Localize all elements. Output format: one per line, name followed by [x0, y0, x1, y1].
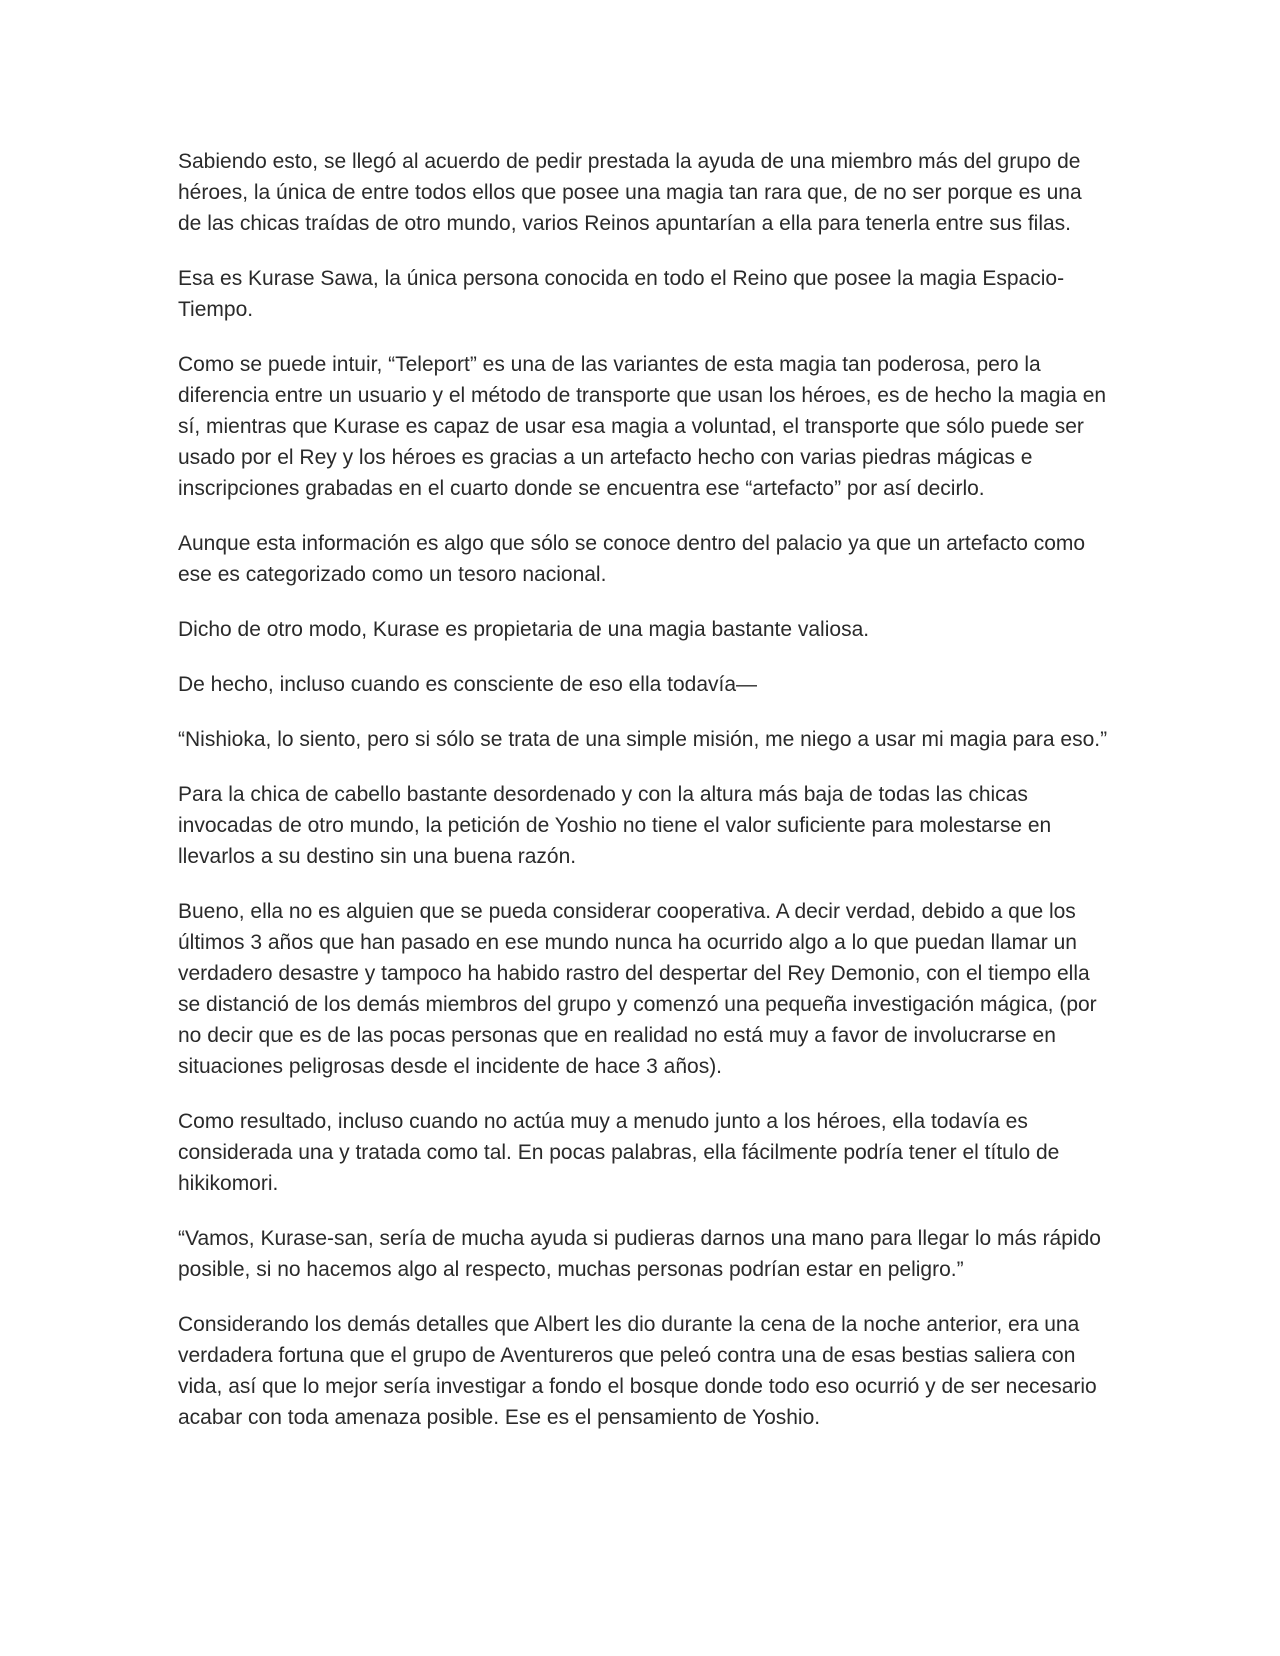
- paragraph-4: Aunque esta información es algo que sólo se conoce dentro del palacio ya que un artefacto como ese es categorizado como un tesoro nacional.: [178, 532, 1086, 586]
- paragraph-8: Para la chica de cabello bastante desordenado y con la altura más baja de todas las chicas invocadas de otro mundo, la petición de Yoshio no tiene el valor suficiente para molestarse en llevarlos a su destino sin una buena razón.: [178, 783, 1052, 868]
- document-page: [178, 146, 1108, 1457]
- paragraph-10: Como resultado, incluso cuando no actúa muy a menudo junto a los héroes, ella todavía es considerada una y tratada como tal. En pocas palabras, ella fácilmente podría tener el título de hikikomori.: [178, 1110, 1060, 1195]
- paragraph-5: Dicho de otro modo, Kurase es propietaria de una magia bastante valiosa.: [178, 618, 870, 641]
- paragraph-11-dialogue: “Vamos, Kurase-san, sería de mucha ayuda si pudieras darnos una mano para llegar lo más rápido posible, si no hacemos algo al respecto, muchas personas podrían estar en peligro.”: [178, 1227, 1101, 1281]
- paragraph-7-dialogue: “Nishioka, lo siento, pero si sólo se trata de una simple misión, me niego a usar mi magia para eso.”: [178, 728, 1108, 751]
- paragraph-3: Como se puede intuir, “Teleport” es una de las variantes de esta magia tan poderosa, pero la diferencia entre un usuario y el método de transporte que usan los héroes, es de hecho la magia en sí, mientras que Kurase es capaz de usar esa magia a voluntad, el transporte que sólo puede ser usado por el Rey y los héroes es gracias a un artefacto hecho con varias piedras mágicas e inscripciones grabadas en el cuarto donde se encuentra ese “artefacto” por así decirlo.: [178, 353, 1107, 500]
- paragraph-9: Bueno, ella no es alguien que se pueda considerar cooperativa. A decir verdad, debido a que los últimos 3 años que han pasado en ese mundo nunca ha ocurrido algo a lo que puedan llamar un verdadero desastre y tampoco ha habido rastro del despertar del Rey Demonio, con el tiempo ella se distanció de los demás miembros del grupo y comenzó una pequeña investigación mágica, (por no decir que es de las pocas personas que en realidad no está muy a favor de involucrarse en situaciones peligrosas desde el incidente de hace 3 años).: [178, 900, 1097, 1078]
- paragraph-2: Esa es Kurase Sawa, la única persona conocida en todo el Reino que posee la magia Espacio-Tiempo.: [178, 267, 1065, 321]
- paragraph-6: De hecho, incluso cuando es consciente de eso ella todavía—: [178, 673, 758, 696]
- paragraph-12: Considerando los demás detalles que Albert les dio durante la cena de la noche anterior, era una verdadera fortuna que el grupo de Aventureros que peleó contra una de esas bestias saliera con vida, así que lo mejor sería investigar a fondo el bosque donde todo eso ocurrió y de ser necesario acabar con toda amenaza posible. Ese es el pensamiento de Yoshio.: [178, 1313, 1097, 1429]
- paragraph-1: Sabiendo esto, se llegó al acuerdo de pedir prestada la ayuda de una miembro más del grupo de héroes, la única de entre todos ellos que posee una magia tan rara que, de no ser porque es una de las chicas traídas de otro mundo, varios Reinos apuntarían a ella para tenerla entre sus filas.: [178, 150, 1082, 235]
